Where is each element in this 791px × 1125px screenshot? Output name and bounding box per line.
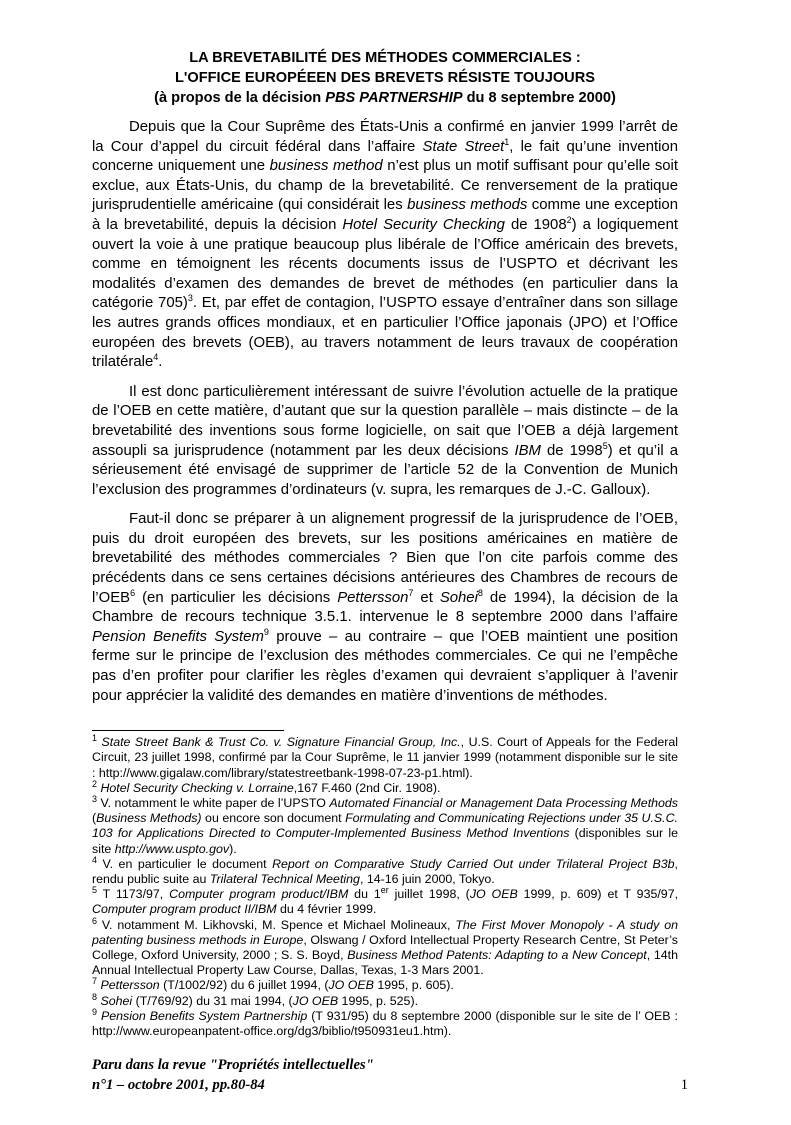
italic-text: Report on Comparative Study Carried Out under Trilateral Project B3b (272, 856, 675, 871)
footer-row (92, 1055, 688, 1095)
text-run: ) a logiquement ouvert la voie à une pratique beaucoup plus libérale de l’Office américain des brevets, comme en témoignent les récents documents issus de l’USPTO et décrivant les modalités d’examen des demandes de brevet de méthodes (en particulier dans la catégorie 705) (92, 216, 678, 312)
italic-text: Automated Financial or Management Data Processing Methods (329, 796, 679, 811)
footnote-5 (92, 887, 678, 917)
footnote-ref: 2 (566, 215, 572, 225)
paragraph-1 (92, 118, 678, 373)
text-run: ( (92, 811, 97, 826)
text-run: n’est plus un motif suffisant pour qu’elle soit exclue, aux États-Unis, du champ de la brevetabilité. Ce renversement de la pratique jurisprudentielle américaine (qui considérait les (92, 158, 678, 214)
paragraph-3 (92, 510, 678, 706)
text-run: V. en particulier le document (97, 856, 273, 871)
footnote-separator (92, 730, 284, 731)
text-run: ou encore son document (201, 811, 346, 826)
footnote-1 (92, 735, 678, 781)
article-body (92, 118, 678, 716)
footnote-6 (92, 915, 678, 979)
footnote-ref: 6 (130, 587, 136, 598)
title-line-3 (92, 88, 678, 108)
italic-text: JO OEB (292, 993, 339, 1008)
footnote-ref: 8 (477, 587, 483, 598)
footnote-ref: 7 (92, 976, 98, 987)
text-run: , U.S. Court of Appeals for the Federal Circuit, 23 juillet 1998, confirmé par la Cour Suprême, le 11 janvier 1999 (notamment disponible sur le site : http://www.gigalaw.com/library/statestreetbank-1998-07-23-p1.html). (92, 735, 679, 780)
footnote-ref: 1 (504, 136, 510, 147)
text-run: du 1 (348, 887, 381, 902)
footnote-ref: 2 (92, 778, 98, 789)
text-run: ,167 F.460 (2nd Cir. 1908). (293, 780, 441, 795)
italic-text: Sohei (439, 589, 478, 606)
italic-text: JO OEB (469, 887, 518, 902)
footnote-ref: 8 (92, 991, 98, 1002)
italic-text: Pension Benefits System (92, 628, 264, 645)
text-run: ). (229, 841, 237, 856)
footnote-9 (92, 1006, 678, 1039)
page-number: 1 (680, 1077, 688, 1094)
text-run: Depuis que la Cour Suprême des États-Unis a confirmé en janvier 1999 l’arrêt de la Cour d’appel du circuit fédéral dans l’affaire (92, 119, 678, 155)
footnote-ref: 7 (408, 587, 414, 598)
text-run: , le fait qu’une invention concerne uniquement une (92, 138, 678, 175)
text-run: . (158, 354, 163, 371)
footnote-ref: 5 (602, 440, 608, 451)
italic-text: Computer program product/IBM (169, 887, 349, 902)
italic-text: Formulating and Communicating Rejections under 35 U.S.C. 103 for Applications Directed to Computer-Implemented Business Method Inventions (92, 811, 678, 841)
footnote-ref: 1 (92, 733, 98, 744)
text-run: T 1173/97, (97, 887, 170, 902)
text-run: de 1908 (504, 216, 567, 233)
footnote-8 (92, 991, 678, 1009)
italic-text: Business Method Patents: Adapting to a New Concept (347, 948, 647, 963)
text-run: prouve – au contraire – que l’OEB maintient une position ferme sur le principe de l’exclusion des méthodes commerciales. Ce qui ne l’empêche pas d’en profiter pour clarifier les règles d’examen qui devraient s’appliquer à l’avenir pour apprécier la validité des demandes en matière d’inventions de méthodes. (92, 628, 678, 704)
italic-text: Hotel Security Checking v. Lorraine (100, 780, 294, 795)
footnote-ref: 9 (92, 1006, 98, 1017)
italic-text: State Street Bank & Trust Co. v. Signature Financial Group, Inc. (101, 735, 461, 750)
footer-line-2: n°1 – octobre 2001, pp.80-84 (92, 1077, 265, 1094)
italic-text: Trilateral Technical Meeting (209, 872, 360, 887)
text-run: 1999, p. 609) et T 935/97, (517, 887, 679, 902)
text-run: Il est donc particulièrement intéressant de suivre l’évolution actuelle de la pratique de l’OEB en cette matière, d’autant que sur la question parallèle – mais distincte – de la brevetabilité des inventions sous forme logicielle, on sait que l’OEB a déjà largement assoupli sa jurisprudence (notamment par les deux décisions (92, 383, 678, 459)
italic-text: Pettersson (100, 978, 160, 993)
text-run: . Et, par effet de contagion, l’USPTO essaye d’entraîner dans son sillage les autres grands offices mondiaux, et en particulier l’Office japonais (JPO) et l’Office européen des brevets (OEB), au travers notamment de leurs travaux de coopération trilatérale (92, 295, 678, 371)
text-run: 1995, p. 525). (338, 993, 419, 1008)
footnote-ref: 6 (92, 915, 98, 926)
italic-text: Business Methods) (96, 811, 202, 826)
footnote-ref: 3 (92, 793, 98, 804)
publication-footer (92, 1055, 374, 1095)
text-run: (T 931/95) du 8 septembre 2000 (disponible sur le site de l’ OEB : http://www.europeanpatent-office.org/dg3/biblio/t950931eu1.htm). (92, 1008, 678, 1039)
italic-text: http://www.uspto.gov (114, 841, 230, 856)
text-run: (T/1002/92) du 6 juillet 1994, ( (159, 978, 329, 993)
italic-text: State Street (422, 138, 505, 155)
italic-text: business methods (407, 197, 528, 214)
italic-text: Hotel Security Checking (342, 216, 505, 233)
footnotes (92, 735, 678, 1039)
italic-text: Pension Benefits System Partnership (101, 1008, 308, 1023)
text-run: (T/769/92) du 31 mai 1994, ( (132, 993, 293, 1008)
title-line-1: LA BREVETABILITÉ DES MÉTHODES COMMERCIALES : (189, 50, 581, 66)
footnote-ref: 3 (187, 293, 193, 304)
title-line-2: L'OFFICE EUROPÉEEN DES BREVETS RÉSISTE TOUJOURS (174, 70, 595, 86)
footnote-ref: 9 (263, 626, 269, 637)
text-run: (en particulier les décisions (135, 589, 338, 606)
footnote-ref: 4 (92, 854, 98, 865)
text-run: comme une exception à la brevetabilité, depuis la décision (92, 197, 678, 233)
text-run: (à propos de la décision (154, 90, 326, 106)
italic-text: Sohei (100, 993, 133, 1008)
text-run: de 1994), la décision de la Chambre de recours technique 3.5.1. intervenue le 8 septembre 2000 dans l’affaire (92, 589, 678, 626)
text-run: ) et qu’il a sérieusement été envisagé de supprimer de l’article 52 de la Convention de Munich l’exclusion des programmes d’ordinateurs (v. supra, les remarques de J.-C. Galloux). (92, 442, 679, 498)
italic-text: JO OEB (328, 978, 374, 993)
footnote-ref: 4 (153, 352, 159, 363)
text-run: , Olswang / Oxford Intellectual Property Research Centre, St Peter’s College, Oxford University, 2000 ; S. S. Boyd, (92, 932, 678, 963)
footnote-ref: 5 (92, 885, 98, 896)
text-run: juillet 1998, ( (388, 887, 470, 902)
italic-text: IBM (514, 442, 541, 459)
paragraph-2 (92, 383, 678, 501)
italic-text: business method (269, 158, 383, 175)
text-run: , 14-16 juin 2000, Tokyo. (359, 872, 495, 887)
footnote-2 (92, 778, 678, 796)
footnote-7 (92, 978, 678, 993)
text-run: , rendu public suite au (92, 856, 678, 887)
text-run: Faut-il donc se préparer à un alignement progressif de la jurisprudence de l’OEB, puis du droit européen des brevets, sur les positions américaines en matière de brevetabilité des méthodes commerciales ? Bien que l’on cite parfois comme des précédents dans ce sens certaines décisions antérieures des Chambres de recours de l’OEB (92, 511, 678, 606)
text-run: du 8 septembre 2000) (462, 90, 616, 106)
italic-text: PBS PARTNERSHIP (325, 90, 463, 106)
italic-text: The First Mover Monopoly - A study on patenting business methods in Europe (92, 917, 678, 947)
text-run: de 1998 (540, 442, 603, 459)
footer-line-1: Paru dans la revue "Propriétés intellectuelles" (92, 1057, 374, 1074)
document-title (92, 48, 678, 108)
footnote-3 (92, 793, 679, 857)
text-run: 1995, p. 605). (373, 978, 454, 993)
text-run: V. notamment M. Likhovski, M. Spence et Michael Molineaux, (97, 917, 456, 932)
footnote-4 (92, 854, 678, 887)
italic-text: Computer program product II/IBM (92, 902, 277, 917)
footnote-ref: er (380, 885, 389, 896)
text-run: V. notamment le white paper de l’UPSTO (97, 796, 330, 811)
text-run: du 4 février 1999. (276, 902, 377, 917)
italic-text: Pettersson (337, 589, 409, 606)
text-run: (disponibles sur le site (92, 826, 678, 856)
text-run: , 14th Annual Intellectual Property Law Course, Dallas, Texas, 1-3 Mars 2001. (92, 948, 678, 978)
text-run: et (413, 589, 440, 606)
